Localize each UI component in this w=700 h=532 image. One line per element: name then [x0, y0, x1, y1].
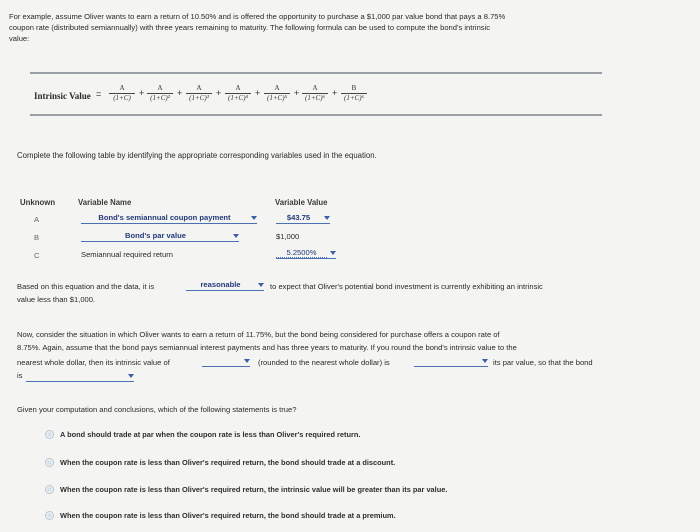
reasonableness-value: reasonable [200, 280, 241, 289]
para2-line3b: (rounded to the nearest whole dollar) is [258, 358, 390, 367]
chevron-down-icon [128, 374, 134, 378]
statement1-line2: value less than $1,000. [17, 295, 96, 304]
option-2-radio[interactable] [45, 458, 54, 467]
formula-term-2: A (1+C)² [145, 84, 175, 103]
reasonableness-dropdown[interactable] [186, 279, 264, 291]
option-3-label[interactable]: When the coupon rate is less than Oliver's required return, the intrinsic value will be greater than its par value. [60, 485, 448, 494]
row-a-name-value: Bond's semiannual coupon payment [98, 213, 231, 222]
formula-top-rule [30, 72, 602, 74]
para2-line4: is [17, 371, 23, 380]
statement1-after: to expect that Oliver's potential bond investment is currently exhibiting an intrinsic [270, 282, 543, 291]
formula-plus: + [332, 88, 338, 98]
para2-line2: 8.75%. Again, assume that the bond pays semiannual interest payments and has three years to maturity. If you round the bond's intrinsic value to the [17, 343, 517, 352]
formula-plus: + [177, 88, 183, 98]
option-3-radio[interactable] [45, 485, 54, 494]
header-variable-value: Variable Value [275, 198, 328, 207]
row-b-unknown: B [34, 233, 40, 242]
option-4-radio[interactable] [45, 511, 54, 520]
formula-equals: = [96, 89, 102, 99]
chevron-down-icon [233, 234, 239, 238]
option-2-label[interactable]: When the coupon rate is less than Oliver's required return, the bond should trade at a discount. [60, 458, 396, 467]
row-c-unknown: C [34, 251, 40, 260]
formula-label: Intrinsic Value [34, 91, 91, 101]
chevron-down-icon [330, 251, 336, 255]
formula-bottom-rule [30, 114, 602, 116]
chevron-down-icon [251, 216, 257, 220]
formula-term-5: A (1+C)⁵ [262, 84, 292, 103]
para2-line3c: its par value, so that the bond [493, 358, 593, 367]
intro-line-1: For example, assume Oliver wants to earn a return of 10.50% and is offered the opportunity to purchase a $1,000 par value bond that pays a 8.75% [9, 12, 506, 21]
row-b-name-dropdown[interactable] [81, 230, 239, 242]
formula-term-4: A (1+C)⁴ [223, 84, 253, 103]
question-text: Given your computation and conclusions, which of the following statements is true? [17, 405, 297, 414]
header-unknown: Unknown [20, 198, 56, 207]
formula-plus: + [294, 88, 300, 98]
formula-plus: + [139, 88, 145, 98]
intrinsic-value-dropdown[interactable] [202, 356, 250, 367]
para2-line1: Now, consider the situation in which Oliver wants to earn a return of 11.75%, but the bond being considered for purchase offers a coupon rate of [17, 330, 500, 339]
chevron-down-icon [324, 216, 330, 220]
row-b-name-value: Bond's par value [125, 231, 186, 240]
par-comparison-dropdown[interactable] [414, 356, 488, 367]
statement1-before: Based on this equation and the data, it is [17, 282, 155, 291]
chevron-down-icon [244, 359, 250, 363]
row-a-name-dropdown[interactable] [81, 212, 257, 224]
row-c-value-value: 5.2500% [276, 248, 327, 258]
formula-term-1: A (1+C) [107, 84, 137, 103]
bond-trade-dropdown[interactable] [26, 371, 134, 382]
intro-paragraph [9, 11, 649, 44]
row-c-value-dropdown[interactable] [276, 247, 336, 259]
para2-line3a: nearest whole dollar, then its intrinsic value of [17, 358, 170, 367]
formula-term-3: A (1+C)³ [184, 84, 214, 103]
chevron-down-icon [482, 359, 488, 363]
row-b-value-text: $1,000 [276, 232, 300, 241]
formula-plus: + [216, 88, 222, 98]
formula-term-7: B (1+C)⁶ [339, 84, 369, 103]
intro-line-3: value: [9, 34, 30, 43]
option-1-label[interactable]: A bond should trade at par when the coupon rate is less than Oliver's required return. [60, 430, 361, 439]
formula-term-6: A (1+C)⁶ [300, 84, 330, 103]
option-4-label[interactable]: When the coupon rate is less than Oliver's required return, the bond should trade at a premium. [60, 511, 396, 520]
row-a-unknown: A [34, 215, 40, 224]
chevron-down-icon [258, 283, 264, 287]
row-a-value-value: $43.75 [286, 213, 311, 222]
row-c-name-text: Semiannual required return [81, 250, 174, 259]
intro-line-2: coupon rate (distributed semiannually) with three years remaining to maturity. The following formula can be used to compute the bond's intrinsic [9, 23, 491, 32]
table-instruction: Complete the following table by identifying the appropriate corresponding variables used in the equation. [17, 151, 377, 160]
formula-plus: + [255, 88, 261, 98]
row-a-value-dropdown[interactable] [276, 212, 330, 224]
option-1-radio[interactable] [45, 430, 54, 439]
header-variable-name: Variable Name [78, 198, 132, 207]
